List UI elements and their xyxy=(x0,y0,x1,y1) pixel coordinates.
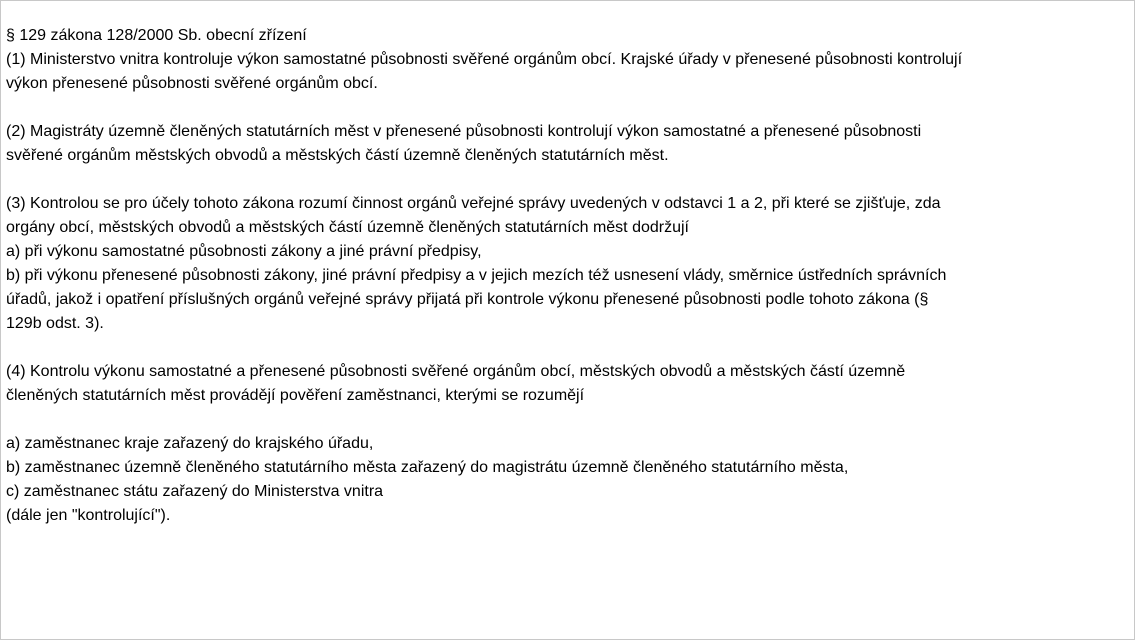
paragraph-3-line-1: (3) Kontrolou se pro účely tohoto zákona rozumí činnost orgánů veřejné správy uvedených v odstavci 1 a 2, při které se zjišťuje, zda xyxy=(6,195,941,212)
paragraph-3-item-b-line-1: b) při výkonu přenesené působnosti zákony, jiné právní předpisy a v jejich mezích též usnesení vlády, směrnice ústředních správních xyxy=(6,267,947,284)
document-title: § 129 zákona 128/2000 Sb. obecní zřízení xyxy=(6,27,307,44)
paragraph-2-line-1: (2) Magistráty územně členěných statutárních měst v přenesené působnosti kontrolují výkon samostatné a přenesené působnosti xyxy=(6,123,922,140)
spacer xyxy=(6,96,1134,120)
paragraph-2-line-2: svěřené orgánům městských obvodů a městských částí územně členěných statutárních měst. xyxy=(6,147,669,164)
paragraph-4-line-2: členěných statutárních měst provádějí pověření zaměstnanci, kterými se rozumějí xyxy=(6,387,585,404)
spacer xyxy=(6,336,1134,360)
paragraph-4-line-1: (4) Kontrolu výkonu samostatné a přenesené působnosti svěřené orgánům obcí, městských obvodů a městských částí územně xyxy=(6,363,906,380)
paragraph-3-line-2: orgány obcí, městských obvodů a městských částí územně členěných statutárních měst dodržují xyxy=(6,219,689,236)
spacer xyxy=(6,168,1134,192)
paragraph-3-item-b-line-3: 129b odst. 3). xyxy=(6,315,104,332)
paragraph-3-item-a: a) při výkonu samostatné působnosti zákony a jiné právní předpisy, xyxy=(6,243,482,260)
paragraph-4-item-a: a) zaměstnanec kraje zařazený do krajského úřadu, xyxy=(6,435,374,452)
paragraph-1-line-1: (1) Ministerstvo vnitra kontroluje výkon samostatné působnosti svěřené orgánům obcí. Krajské úřady v přenesené působnosti kontrolují xyxy=(6,51,963,68)
paragraph-4-closing: (dále jen "kontrolující"). xyxy=(6,507,171,524)
paragraph-4-item-c: c) zaměstnanec státu zařazený do Ministerstva vnitra xyxy=(6,483,384,500)
paragraph-1-line-2: výkon přenesené působnosti svěřené orgánům obcí. xyxy=(6,75,378,92)
paragraph-4-item-b: b) zaměstnanec územně členěného statutárního města zařazený do magistrátu územně členěného statutárního města, xyxy=(6,459,849,476)
spacer xyxy=(6,408,1134,432)
paragraph-3-item-b-line-2: úřadů, jakož i opatření příslušných orgánů veřejné správy přijatá při kontrole výkonu přenesené působnosti podle tohoto zákona (§ xyxy=(6,291,929,308)
